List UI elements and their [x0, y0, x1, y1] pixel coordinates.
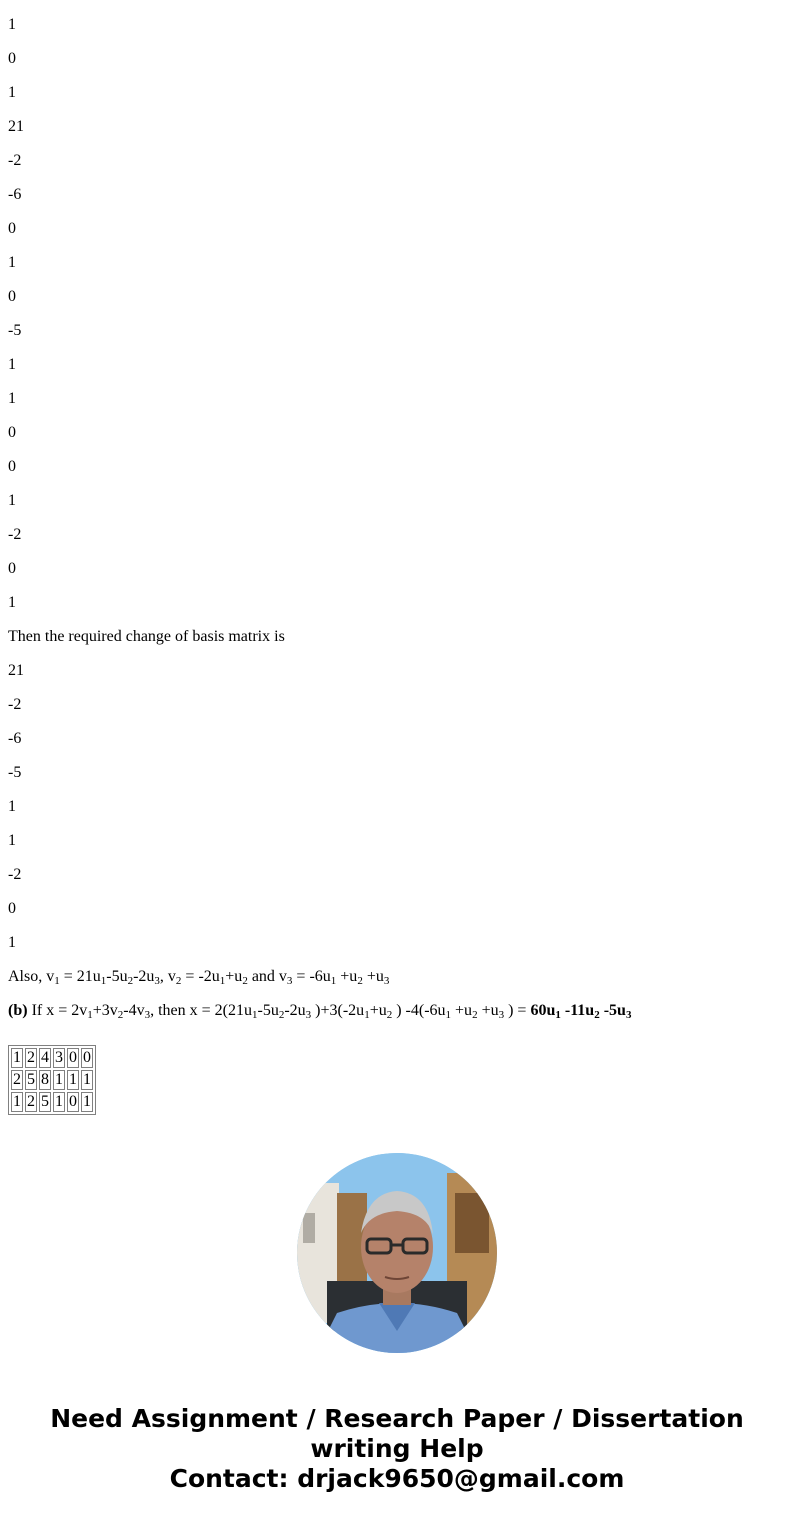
part-b-result: $60u_1$ $-11u_2$ $-5u_3$ — [530, 1002, 632, 1021]
number-line: 0 — [8, 50, 16, 67]
table-cell: 0 — [69, 1049, 77, 1066]
number-line: 1 — [8, 798, 16, 815]
table-row — [11, 1070, 93, 1090]
table-cell: 2 — [27, 1049, 35, 1066]
number-line: 1 — [8, 934, 16, 951]
banner-line-1: Need Assignment / Research Paper / Dissertation — [50, 1404, 744, 1433]
number-line: 1 — [8, 492, 16, 509]
table-row — [11, 1092, 93, 1112]
intro-text: Then the required change of basis matrix is — [8, 628, 285, 645]
table-row — [11, 1048, 93, 1068]
banner-line-3: Contact: drjack9650@gmail.com — [169, 1464, 625, 1493]
number-line: 0 — [8, 458, 16, 475]
number-line: 1 — [8, 84, 16, 101]
table-cell: 5 — [27, 1071, 35, 1088]
number-line: 21 — [8, 662, 24, 679]
also-line: Also, $v_1 = 21u_1-5u_2-2u_3$, $v_2 = -2u_1+u_2$ and $v_3 = -6u_1 +u_2 +u_3$ — [8, 968, 390, 987]
table-cell: 3 — [55, 1049, 63, 1066]
table-cell: 0 — [83, 1049, 91, 1066]
number-line: 0 — [8, 288, 16, 305]
number-line: -6 — [8, 186, 22, 203]
number-line: -2 — [8, 526, 22, 543]
numbers-block-2 — [8, 662, 786, 952]
number-line: 0 — [8, 560, 16, 577]
number-line: -6 — [8, 730, 22, 747]
table-cell: 5 — [41, 1093, 49, 1110]
number-line: 0 — [8, 424, 16, 441]
document-body — [8, 0, 786, 1020]
table-cell: 1 — [13, 1049, 21, 1066]
table-cell: 1 — [69, 1071, 77, 1088]
banner-line-2: writing Help — [310, 1434, 484, 1463]
table-cell: 1 — [55, 1093, 63, 1110]
table-cell: 1 — [55, 1071, 63, 1088]
table-cell: 0 — [69, 1093, 77, 1110]
number-line: 21 — [8, 118, 24, 135]
number-line: 1 — [8, 832, 16, 849]
number-line: 0 — [8, 220, 16, 237]
number-line: 1 — [8, 254, 16, 271]
table-cell: 1 — [83, 1093, 91, 1110]
matrix-table — [8, 1045, 96, 1115]
number-line: -2 — [8, 696, 22, 713]
table-cell: 4 — [41, 1049, 49, 1066]
number-line: 1 — [8, 594, 16, 611]
number-line: -5 — [8, 322, 22, 339]
table-cell: 1 — [13, 1093, 21, 1110]
part-b-label: (b) — [8, 1002, 28, 1019]
part-b-line: (b) If $x = 2v_1+3v_2-4v_3$, then $x = 2(21u_1-5u_2-2u_3$ )$+3(-2u_1+u_2$ ) $-4(-6u_1 +u_2 +u_3$ ) = $60u_1$ $-11u_2$ $-5u_3$ — [8, 1002, 632, 1021]
table-cell: 8 — [41, 1071, 49, 1088]
numbers-block-1 — [8, 16, 786, 612]
number-line: 1 — [8, 16, 16, 33]
table-cell: 2 — [13, 1071, 21, 1088]
promo-banner — [0, 1404, 794, 1494]
number-line: -2 — [8, 152, 22, 169]
number-line: -2 — [8, 866, 22, 883]
table-cell: 1 — [83, 1071, 91, 1088]
author-photo — [297, 1153, 497, 1353]
number-line: -5 — [8, 764, 22, 781]
author-avatar — [297, 1153, 497, 1353]
number-line: 1 — [8, 390, 16, 407]
table-cell: 2 — [27, 1093, 35, 1110]
number-line: 0 — [8, 900, 16, 917]
number-line: 1 — [8, 356, 16, 373]
